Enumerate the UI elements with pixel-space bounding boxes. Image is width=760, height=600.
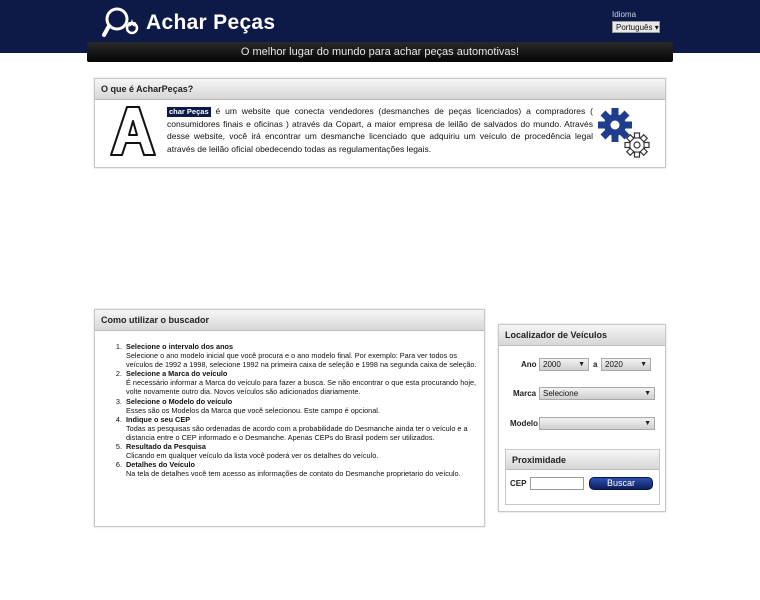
step-text: É necessário informar a Marca do veículo para fazer a busca. Se não encontrar o que esta procurando hoje, volte novamente outro dia. Novos veículos são adicionados diariamente. <box>126 378 477 397</box>
tagline: O melhor lugar do mundo para achar peças automotivas! <box>87 42 673 62</box>
chevron-down-icon: ▾ <box>654 23 659 32</box>
search-button[interactable]: Buscar <box>589 477 653 490</box>
step-text: Na tela de detalhes você tem acesso as informações de contato do Desmanche proprietario do veículo. <box>126 469 461 479</box>
list-item <box>107 342 479 369</box>
step-title: Indique o seu CEP <box>126 414 191 424</box>
step-text: Clicando em qualquer veículo da lista você poderá ver os detalhes do veículo. <box>126 451 379 461</box>
howto-panel <box>94 309 485 527</box>
howto-title: Como utilizar o buscador <box>95 310 484 331</box>
cep-input[interactable] <box>530 477 584 490</box>
list-item <box>107 397 479 415</box>
language-value: Português <box>616 23 653 32</box>
logo[interactable] <box>102 5 317 39</box>
language-selector <box>612 10 660 38</box>
logo-text: Achar Peças <box>146 11 276 34</box>
step-text: Esses são os Modelos da Marca que você selecionou. Este campo é opcional. <box>126 405 380 415</box>
about-text <box>167 105 593 155</box>
vehicle-locator-panel <box>498 324 666 512</box>
step-number: 3. <box>115 396 122 406</box>
step-text: Todas as pesquisas são ordenadas de acordo com a probabilidade do Desmanche ainda ter o veículo e a distancia entre o CEP informado e o Desmanche. Apenas CEPs do Brasil podem ser utilizados. <box>126 423 468 442</box>
step-title: Selecione a Marca do veículo <box>126 369 228 379</box>
model-select[interactable] <box>539 417 655 430</box>
magnifier-wrench-icon <box>102 5 142 39</box>
chevron-down-icon: ▼ <box>644 420 651 427</box>
model-label: Modelo <box>510 419 538 428</box>
step-title: Selecione o Modelo do veículo <box>126 396 233 406</box>
steps-list <box>107 342 479 478</box>
step-number: 4. <box>115 414 122 424</box>
step-title: Detalhes do Veículo <box>126 460 195 470</box>
about-description: é um website que conecta vendedores (desmanches de peças licenciados) a compradores ( consumidores finais e oficinas ) através da Copart, a maior empresa de leilão de salvados do mundo. Através desse website, você irá encontrar um desmanche licenciado que adquiriu um veículo de procedência legal através de leilão oficial obedecendo todas as regulamentações legais. <box>167 106 593 154</box>
gears-icon <box>595 103 653 159</box>
language-label: Idioma <box>612 10 637 19</box>
list-item <box>107 369 479 396</box>
language-select[interactable] <box>612 21 660 33</box>
step-number: 2. <box>115 369 122 379</box>
chevron-down-icon: ▼ <box>644 390 651 397</box>
brand-label: Marca <box>513 389 537 398</box>
proximity-title: Proximidade <box>506 450 659 470</box>
brand-select[interactable] <box>539 387 655 400</box>
brand-value: Selecione <box>543 389 579 398</box>
step-text: Selecione o ano modelo inicial que você procura e o ano modelo final. Por exemplo: Para ver todos os veículos de 1992 a 1998, selecione 1992 na primeira caixa de seleção e 1998 na segunda caixa de seleção. <box>126 351 477 370</box>
about-panel <box>94 78 666 168</box>
chevron-down-icon: ▼ <box>640 361 647 368</box>
locator-title: Localizador de Veículos <box>499 325 665 346</box>
year-label: Ano <box>521 360 537 369</box>
step-title: Resultado da Pesquisa <box>126 442 206 452</box>
brand-inline: char Peças <box>169 107 209 116</box>
cep-label: CEP <box>510 479 527 488</box>
list-item <box>107 442 479 460</box>
big-letter-a-icon <box>109 105 157 157</box>
year-from-select[interactable] <box>539 358 589 371</box>
year-to-select[interactable] <box>601 358 651 371</box>
chevron-down-icon: ▼ <box>578 361 585 368</box>
step-number: 6. <box>115 460 122 470</box>
step-number: 5. <box>115 442 122 452</box>
step-number: 1. <box>115 342 122 351</box>
step-title: Selecione o intervalo dos anos <box>126 342 234 351</box>
proximity-panel <box>505 449 660 505</box>
about-title: O que é AcharPeças? <box>95 79 665 100</box>
list-item <box>107 460 479 478</box>
year-from-value: 2000 <box>543 360 561 369</box>
list-item <box>107 415 479 442</box>
year-separator: a <box>593 360 598 369</box>
year-to-value: 2020 <box>605 360 623 369</box>
